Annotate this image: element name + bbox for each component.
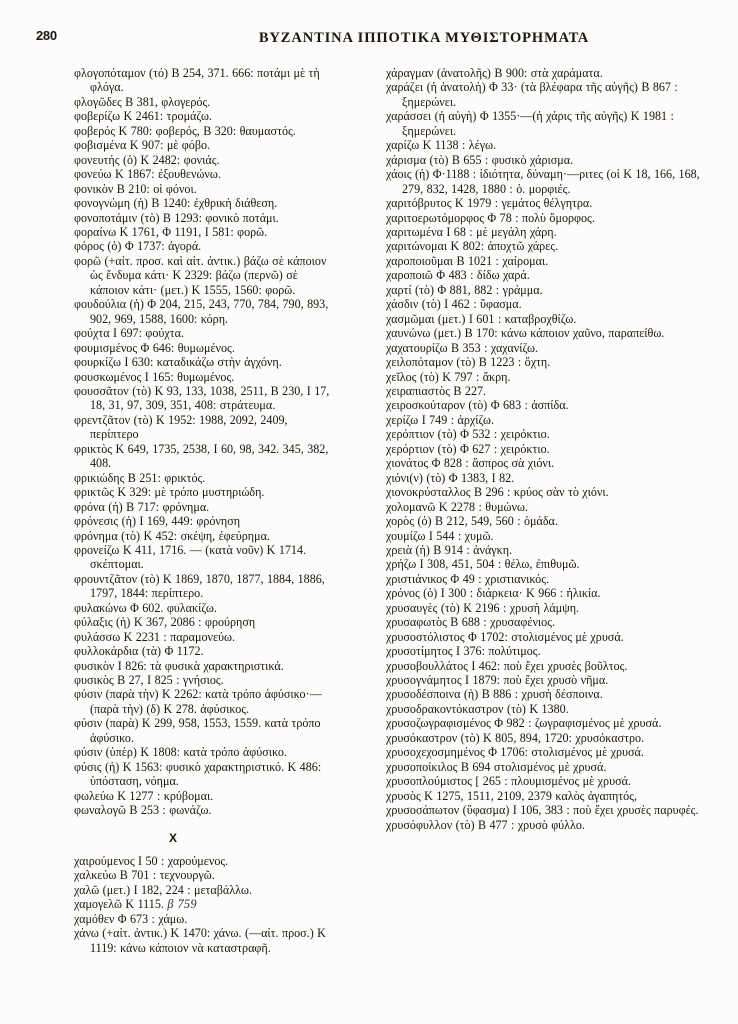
running-title: ΒΥΖΑΝΤΙΝΑ ΙΠΠΟΤΙΚΑ ΜΥΘΙΣΤΟΡΗΜΑΤΑ bbox=[258, 30, 590, 46]
dictionary-entry: χερόρτιον (τὸ) Φ 627 : χειρόκτιο. bbox=[386, 441, 550, 456]
dictionary-entry: χερίζω Ι 749 : ἀρχίζω. bbox=[386, 412, 495, 427]
dictionary-entry: φόρος (ὁ) Φ 1737: ἀγορά. bbox=[74, 239, 202, 254]
dictionary-entry: φρεντζᾶτον (τὸ) Κ 1952: 1988, 2092, 2409, περίπτερο bbox=[74, 412, 288, 442]
dictionary-entry: χάοις (ἡ) Φ·1188 : ἰδιότητα, δύναμη·—ριτες (οἱ Κ 18, 166, 168, 279, 832, 1428, 1880 : ὁ. μορφιές. bbox=[386, 167, 700, 196]
dictionary-entry: φοβισμένα Κ 907: μὲ φόβο. bbox=[74, 138, 211, 153]
dictionary-entry: χερόπτιον (τὸ) Φ 532 : χειρόκτιο. bbox=[386, 427, 550, 442]
dictionary-entry: χρήζω Ι 308, 451, 504 : θέλω, ἐπιθυμῶ. bbox=[386, 557, 580, 572]
dictionary-entry: χαρίζω Κ 1138 : λέγω. bbox=[386, 138, 497, 153]
dictionary-entry: φουσκωμένος Ι 165: θυμωμένος. bbox=[74, 369, 235, 384]
dictionary-entry: φρονείζω Κ 411, 1716. — (κατὰ νοῦν) Κ 1714. σκέπτομαι. bbox=[74, 542, 307, 572]
dictionary-entry: χρυσογνάμητος Ι 1879: ποὺ ἔχει χρυσὸ νῆμα. bbox=[386, 673, 609, 688]
dictionary-entry: χειραπιαστὸς Β 227. bbox=[386, 383, 487, 398]
dictionary-entry: χαμόθεν Φ 673 : χάμω. bbox=[74, 911, 188, 926]
dictionary-entry bbox=[74, 897, 330, 911]
page-columns bbox=[0, 66, 738, 955]
dictionary-entry: χειροσκούταρον (τὸ) Φ 683 : ἀσπίδα. bbox=[386, 398, 569, 413]
dictionary-entry: χρυσοποίκιλος Β 694 στολισμένος μὲ χρυσά. bbox=[386, 759, 607, 774]
dictionary-entry: χάραγμαν (ἀνατολῆς) Β 900: στὰ χαράματα. bbox=[386, 66, 603, 80]
dictionary-entry: χαρτί (τὸ) Φ 881, 882 : γράμμα. bbox=[386, 282, 543, 297]
dictionary-entry: χαράσσει (ἡ αὐγὴ) Φ 1355·—(ἡ χάρις τῆς αὐγῆς) Κ 1981 : ξημερώνει. bbox=[386, 109, 674, 138]
dictionary-entry: χρυσοπλούμιστος [ 265 : πλουμισμένος μὲ χρυσά. bbox=[386, 774, 631, 789]
dictionary-entry: χαροποιοῦμαι Β 1021 : χαίρομαι. bbox=[386, 253, 549, 268]
page-header bbox=[0, 28, 738, 52]
dictionary-entry: χορὸς (ὁ) Β 212, 549, 560 : ὁμάδα. bbox=[386, 514, 558, 529]
dictionary-entry: χάνω (+αἰτ. ἀντικ.) Κ 1470: χάνω. (—αἰτ. προσ.) Κ 1119: κάνω κάποιον νὰ καταστραφῆ. bbox=[74, 926, 326, 955]
dictionary-entry: χρόνος (ὁ) Ι 300 : διάρκεια· Κ 966 : ἡλικία. bbox=[386, 586, 601, 601]
marginal-handwritten-note: β 759 bbox=[167, 897, 197, 912]
dictionary-entry: φουσσᾶτον (τὸ) Κ 93, 133, 1038, 2511, Β 230, Ι 17, 18, 31, 97, 309, 351, 408: στράτευμα. bbox=[74, 383, 330, 413]
dictionary-entry: φυλλοκάρδια (τὰ) Φ 1172. bbox=[74, 644, 204, 659]
dictionary-entry: χεῖλος (τὸ) Κ 797 : ἄκρη. bbox=[386, 369, 511, 384]
dictionary-entry: φρόνημα (τὸ) Κ 452: σκέψη, ἐφεύρημα. bbox=[74, 528, 270, 543]
dictionary-entry: φονογνώμη (ἡ) Β 1240: ἐχθρικὴ διάθεση. bbox=[74, 196, 278, 211]
dictionary-entry: φρικιώδης Β 251: φρικτός. bbox=[74, 470, 206, 485]
dictionary-entry: χρυσόφυλλον (τὸ) Β 477 : χρυσὸ φύλλο. bbox=[386, 817, 585, 832]
dictionary-entry: χρυσαφωτὸς Β 688 : χρυσαφένιος. bbox=[386, 615, 556, 630]
dictionary-entry: χρυσαυγὲς (τὸ) Κ 2196 : χρυσὴ λάμψη. bbox=[386, 600, 580, 615]
folio-number: 280 bbox=[36, 28, 57, 43]
dictionary-entry: φρόνα (ἡ) Β 717: φρόνημα. bbox=[74, 499, 210, 514]
dictionary-entry: φλογοπόταμον (τό) Β 254, 371. 666: ποτάμι μὲ τὴ φλόγα. bbox=[74, 66, 320, 95]
dictionary-entry: χιόνι(ν) (τὸ) Φ 1383, Ι 82. bbox=[386, 470, 515, 485]
dictionary-entry: φουδούλια (ἡ) Φ 204, 215, 243, 770, 784, 790, 893, 902, 969, 1588, 1600: κόρη. bbox=[74, 297, 329, 326]
dictionary-entry: χρυσόκαστρον (τὸ) Κ 805, 894, 1720: χρυσόκαστρο. bbox=[386, 730, 645, 745]
entry-text: χαμογελῶ Κ 1115. bbox=[74, 897, 164, 912]
dictionary-entry: χειλοπόταμον (τὸ) Β 1223 : ὄχτη. bbox=[386, 355, 551, 370]
right-column bbox=[330, 66, 738, 955]
dictionary-entry: φονευτής (ὁ) Κ 2482: φονιάς. bbox=[74, 152, 220, 167]
dictionary-entry: φωναλογῶ Β 253 : φωνάζω. bbox=[74, 803, 212, 818]
dictionary-entry: φωλεύω Κ 1277 : κρύβομαι. bbox=[74, 788, 214, 803]
dictionary-entry: φοραίνω Κ 1761, Φ 1191, Ι 581: φορῶ. bbox=[74, 224, 268, 239]
dictionary-entry: χουμίζω Ι 544 : χυμῶ. bbox=[386, 528, 494, 543]
dictionary-entry: φυλακώνω Φ 602. φυλακίζω. bbox=[74, 600, 217, 615]
dictionary-entry: χρυσοχεχοσμημένος Φ 1706: στολισμένος μὲ χρυσά. bbox=[386, 745, 644, 760]
dictionary-entry: χρυσοζωγραφισμένος Φ 982 : ζωγραφισμένος μὲ χρυσά. bbox=[386, 716, 662, 731]
dictionary-entry: φυλάσσω Κ 2231 : παραμονεύω. bbox=[74, 629, 236, 644]
dictionary-entry: χαιρούμενος Ι 50 : χαρούμενος. bbox=[74, 854, 229, 869]
dictionary-entry: χιονοκρύσταλλος Β 296 : κρύος σὰν τὸ χιόνι. bbox=[386, 485, 609, 500]
dictionary-entry: φλογῶδες Β 381, φλογερός. bbox=[74, 94, 211, 109]
dictionary-entry: χρυσοδέσποινα (ἡ) Β 886 : χρυσὴ δέσποινα. bbox=[386, 687, 603, 702]
dictionary-entry: φονικὸν Β 210: οἱ φόνοι. bbox=[74, 181, 197, 196]
dictionary-entry: φύσιν (παρὰ) Κ 299, 958, 1553, 1559. κατὰ τρόπο ἀφύσικο. bbox=[74, 716, 321, 745]
dictionary-entry: φυσικὸν Ι 826: τὰ φυσικὰ χαρακτηριστικά. bbox=[74, 658, 284, 673]
dictionary-entry: χρυσοδρακοντόκαστρον (τὸ) Κ 1380. bbox=[386, 701, 569, 716]
dictionary-entry: φύσιν (παρὰ τὴν) Κ 2262: κατὰ τρόπο ἀφύσικο·—(παρὰ τὴν) (δ) Κ 278. ἀφύσικος. bbox=[74, 687, 322, 716]
dictionary-entry: χολομανῶ Κ 2278 : θυμώνω. bbox=[386, 499, 528, 514]
dictionary-entry: φουμισμένος Φ 646: θυμωμένος. bbox=[74, 340, 235, 355]
dictionary-entry: φορῶ (+αἰτ. προσ. καὶ αἰτ. ἀντικ.) βάζω σὲ κάποιον ὡς ἔνδυμα κάτι· Κ 2329: βάζω (περνῶ) σὲ κάποιον κάτι· (μετ.) Κ 1555, 1560: φορῶ. bbox=[74, 253, 327, 297]
dictionary-entry: φοβερίζω Κ 2461: τρομάζω. bbox=[74, 109, 212, 124]
dictionary-entry: χρυσοτίμητος Ι 376: πολύτιμος. bbox=[386, 644, 541, 659]
dictionary-entry: φύσιν (ὑπὲρ) Κ 1808: κατὰ τρόπο ἀφύσικο. bbox=[74, 745, 287, 760]
dictionary-entry: φονοποτάμιν (τὸ) Β 1293: φονικὸ ποτάμι. bbox=[74, 210, 279, 225]
dictionary-entry: χασμῶμαι (μετ.) Ι 601 : καταβροχθίζω. bbox=[386, 311, 577, 326]
dictionary-entry: φρικτὸς Κ 649, 1735, 2538, Ι 60, 98, 342. 345, 382, 408. bbox=[74, 441, 329, 471]
dictionary-entry: χαλῶ (μετ.) Ι 182, 224 : μεταβάλλω. bbox=[74, 882, 252, 897]
dictionary-entry: χαριτόβρυτος Κ 1979 : γεμάτος θέλγητρα. bbox=[386, 196, 593, 211]
dictionary-entry: χάσδιν (τὸ) Ι 462 : ὕφασμα. bbox=[386, 297, 522, 312]
dictionary-entry: χαριτωμένα Ι 68 : μὲ μεγάλη χάρη. bbox=[386, 224, 557, 239]
dictionary-entry: φύλαξις (ἡ) Κ 367, 2086 : φρούρηση bbox=[74, 615, 256, 630]
dictionary-entry: χριστιάνικος Φ 49 : χριστιανικός. bbox=[386, 571, 550, 586]
dictionary-entry: φουρκίζω Ι 630: καταδικάζω στὴν ἀγχόνη. bbox=[74, 355, 282, 370]
dictionary-entry: φονεύω Κ 1867: ἐξουθενώνω. bbox=[74, 167, 221, 182]
dictionary-entry: χρειὰ (ἡ) Β 914 : ἀνάγκη. bbox=[386, 542, 513, 557]
dictionary-entry: φρουντζᾶτον (τὸ) Κ 1869, 1870, 1877, 1884, 1886, 1797, 1844: περίπτερο. bbox=[74, 571, 325, 601]
dictionary-entry: χαράζει (ἡ ἀνατολὴ) Φ 33· (τὰ βλέφαρα τῆς αὐγῆς) Β 867 : ξημερώνει. bbox=[386, 80, 678, 109]
dictionary-entry: χαχατουρίζω Β 353 : χαχανίζω. bbox=[386, 340, 539, 355]
dictionary-entry: χρυσοστόλιστος Φ 1702: στολισμένος μὲ χρυσά. bbox=[386, 629, 624, 644]
dictionary-entry: χαροποιῶ Φ 483 : δίδω χαρά. bbox=[386, 268, 530, 283]
dictionary-entry: φρικτῶς Κ 329: μὲ τρόπο μυστηριώδη. bbox=[74, 485, 265, 500]
dictionary-entry: χαριτώνομαι Κ 802: ἀποχτῶ χάρες. bbox=[386, 239, 559, 254]
dictionary-entry: χάρισμα (τὸ) Β 655 : φυσικὸ χάρισμα. bbox=[386, 152, 574, 167]
dictionary-entry: χρυσοβουλλάτος Ι 462: ποὺ ἔχει χρυσὲς βοῦλτος. bbox=[386, 658, 628, 673]
dictionary-entry: φούχτα Ι 697: φούχτα. bbox=[74, 326, 184, 341]
dictionary-entry: φυσικὸς Β 27, Ι 825 : γνήσιος. bbox=[74, 673, 224, 688]
dictionary-entry: φρόνεσις (ἡ) Ι 169, 449: φρόνηση bbox=[74, 514, 241, 529]
left-column bbox=[0, 66, 330, 955]
dictionary-entry: χρυσὸς Κ 1275, 1511, 2109, 2379 καλὸς ἀγαπητός, bbox=[386, 788, 638, 803]
section-letter-heading: X bbox=[168, 830, 177, 845]
dictionary-entry: φύσις (ἡ) Κ 1563: φυσικὸ χαρακτηριστικό. Κ 486: ὑπόσταση, νόημα. bbox=[74, 759, 322, 789]
dictionary-entry: χαριτοερωτόμορφος Φ 78 : πολὺ ὄμορφος. bbox=[386, 210, 595, 225]
dictionary-entry: χιονάτος Φ 828 : ἄσπρος σὰ χιόνι. bbox=[386, 456, 555, 471]
dictionary-entry: χρυσοσάπωτον (ὕφασμα) Ι 106, 383 : ποὺ ἔχει χρυσὲς παρυφές. bbox=[386, 803, 699, 818]
dictionary-entry: φοβερός Κ 780: φοβερός, Β 320: θαυμαστός. bbox=[74, 123, 296, 138]
dictionary-entry: χαυνώνω (μετ.) Β 170: κάνω κάποιον χαῦνο, παραπείθω. bbox=[386, 326, 665, 341]
dictionary-entry: χαλκεύω Β 701 : τεχνουργῶ. bbox=[74, 868, 215, 883]
